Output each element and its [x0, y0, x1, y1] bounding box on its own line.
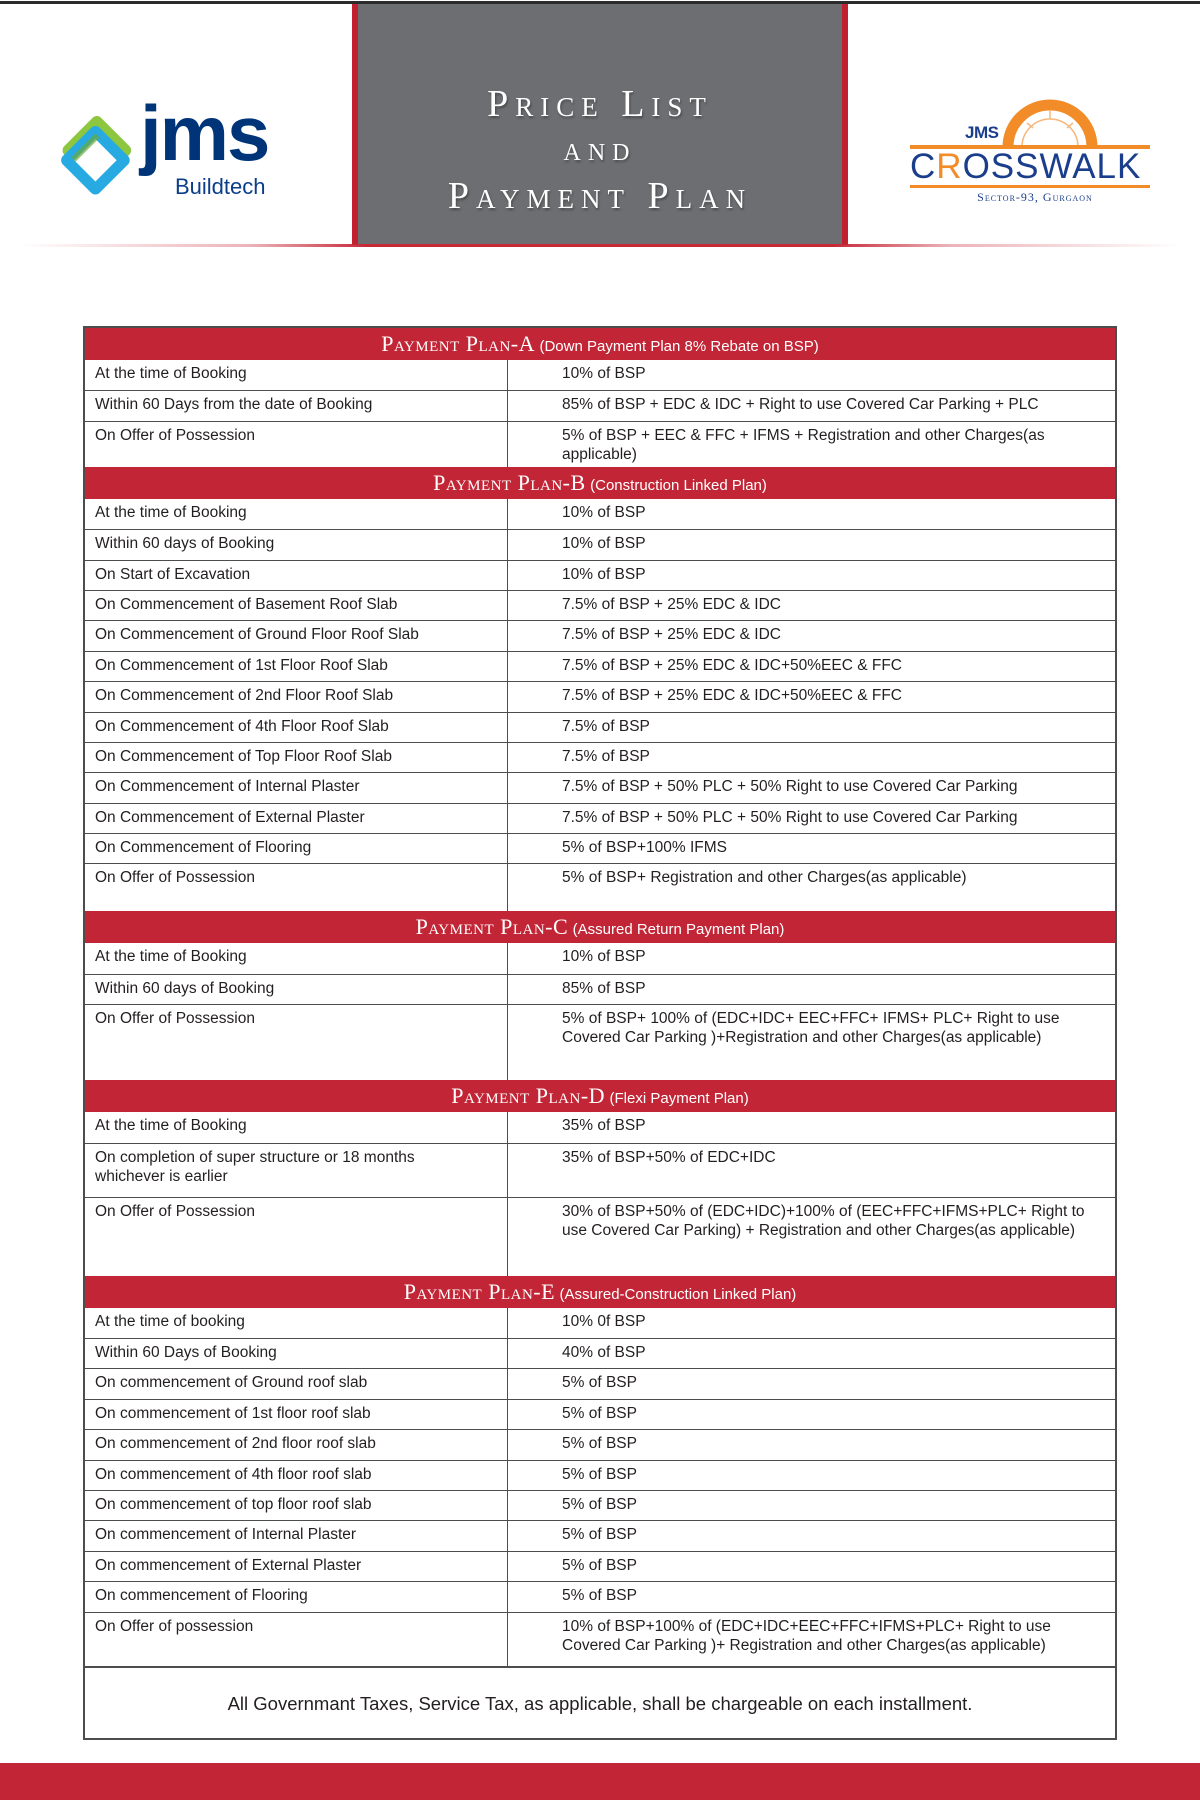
- payment-cell: 5% of BSP+ 100% of (EDC+IDC+ EEC+FFC+ IFMS+ PLC+ Right to use Covered Car Parking )+Registration and other Charges(as applicable): [562, 1010, 1060, 1047]
- table-row: [85, 1429, 1115, 1459]
- tax-note: All Governmant Taxes, Service Tax, as applicable, shall be chargeable on each installment.: [85, 1666, 1115, 1738]
- payment-cell: 35% of BSP+50% of EDC+IDC: [562, 1148, 776, 1166]
- table-row: [85, 1490, 1115, 1520]
- table-row: [85, 1338, 1115, 1368]
- stage-cell: On completion of super structure or 18 months whichever is earlier: [85, 1144, 508, 1197]
- plan-title: Payment Plan-A: [381, 331, 536, 356]
- jms-wordmark: jms: [140, 89, 269, 177]
- title-banner: [352, 4, 848, 245]
- payment-cell: 5% of BSP+100% IFMS: [562, 839, 727, 857]
- payment-cell: 7.5% of BSP: [562, 747, 650, 765]
- table-row: [85, 1460, 1115, 1490]
- payment-cell: 5% of BSP: [562, 1556, 637, 1574]
- payment-cell: 7.5% of BSP + 25% EDC & IDC+50%EEC & FFC: [562, 687, 902, 705]
- payment-cell: 5% of BSP + EEC & FFC + IFMS + Registration and other Charges(as applicable): [562, 426, 1045, 463]
- jms-diamond-icon: [52, 114, 136, 198]
- table-row: [85, 1308, 1115, 1338]
- table-row: [85, 1143, 1115, 1197]
- stage-cell: Within 60 days of Booking: [85, 530, 508, 559]
- plan-subtitle: (Flexi Payment Plan): [609, 1090, 749, 1108]
- plan-subtitle: (Construction Linked Plan): [590, 476, 767, 494]
- stage-cell: On Commencement of External Plaster: [85, 804, 508, 833]
- plan-subtitle: (Down Payment Plan 8% Rebate on BSP): [539, 338, 819, 355]
- table-row: [85, 742, 1115, 772]
- page-header: [0, 0, 1200, 248]
- plan-title: Payment Plan-E: [403, 1278, 556, 1304]
- payment-plan-table: [83, 326, 1117, 1740]
- table-row: [85, 681, 1115, 711]
- payment-cell: 5% of BSP: [562, 1587, 637, 1605]
- plan-b-header: [85, 467, 1115, 499]
- payment-cell: 10% of BSP: [562, 948, 646, 966]
- table-row: [85, 390, 1115, 420]
- stage-cell: On Offer of possession: [85, 1613, 508, 1666]
- table-row: [85, 360, 1115, 390]
- jms-buildtech-logo: [52, 89, 282, 208]
- stage-cell: At the time of Booking: [85, 499, 508, 529]
- payment-cell: 5% of BSP: [562, 1526, 637, 1544]
- payment-cell: 5% of BSP: [562, 1435, 637, 1453]
- payment-cell: 7.5% of BSP + 50% PLC + 50% Right to use Covered Car Parking: [562, 808, 1018, 826]
- table-row: [85, 803, 1115, 833]
- table-row: [85, 1612, 1115, 1666]
- payment-cell: 5% of BSP: [562, 1465, 637, 1483]
- payment-cell: 5% of BSP: [562, 1404, 637, 1422]
- plan-c-header: [85, 911, 1115, 943]
- table-row: [85, 560, 1115, 590]
- title-line-1: Price List: [487, 83, 713, 125]
- title-line-2: and: [563, 131, 637, 168]
- stage-cell: On commencement of Ground roof slab: [85, 1369, 508, 1398]
- payment-cell: 10% 0f BSP: [562, 1312, 646, 1330]
- table-row: [85, 974, 1115, 1004]
- payment-cell: 10% of BSP: [562, 503, 646, 521]
- table-row: [85, 651, 1115, 681]
- stage-cell: On Commencement of 1st Floor Roof Slab: [85, 652, 508, 681]
- table-row: [85, 421, 1115, 467]
- stage-cell: On Offer of Possession: [85, 422, 508, 467]
- stage-cell: On Commencement of Flooring: [85, 834, 508, 863]
- stage-cell: On Commencement of Top Floor Roof Slab: [85, 743, 508, 772]
- plan-subtitle: (Assured Return Payment Plan): [572, 921, 785, 939]
- table-row: [85, 772, 1115, 802]
- table-row: [85, 1520, 1115, 1550]
- stage-cell: On Commencement of Internal Plaster: [85, 773, 508, 802]
- payment-cell: 7.5% of BSP: [562, 717, 650, 735]
- stage-cell: On Start of Excavation: [85, 561, 508, 590]
- plan-title: Payment Plan-C: [415, 914, 569, 940]
- stage-cell: On Offer of Possession: [85, 864, 508, 911]
- table-row: [85, 712, 1115, 742]
- payment-cell: 7.5% of BSP + 25% EDC & IDC: [562, 626, 781, 644]
- plan-d-header: [85, 1080, 1115, 1112]
- payment-cell: 10% of BSP: [562, 565, 646, 583]
- stage-cell: On Offer of Possession: [85, 1005, 508, 1080]
- table-row: [85, 1551, 1115, 1581]
- plan-title: Payment Plan-B: [433, 469, 586, 495]
- crosswalk-wordmark: [910, 147, 1141, 187]
- stage-cell: At the time of Booking: [85, 943, 508, 973]
- crosswalk-location: Sector-93, Gurgaon: [977, 190, 1093, 204]
- table-row: [85, 620, 1115, 650]
- payment-cell: 5% of BSP: [562, 1374, 637, 1392]
- payment-cell: 7.5% of BSP + 50% PLC + 50% Right to use Covered Car Parking: [562, 778, 1018, 796]
- payment-cell: 85% of BSP: [562, 979, 646, 997]
- stage-cell: On Commencement of Ground Floor Roof Slab: [85, 621, 508, 650]
- crosswalk-jms-text: JMS: [965, 123, 999, 142]
- table-row: [85, 1368, 1115, 1398]
- stage-cell: At the time of Booking: [85, 1112, 508, 1142]
- payment-cell: 7.5% of BSP + 25% EDC & IDC+50%EEC & FFC: [562, 656, 902, 674]
- table-row: [85, 499, 1115, 529]
- plan-title: Payment Plan-D: [451, 1083, 606, 1109]
- stage-cell: On commencement of 2nd floor roof slab: [85, 1430, 508, 1459]
- table-row: [85, 1399, 1115, 1429]
- wordmark-r: R: [936, 147, 963, 186]
- payment-cell: 30% of BSP+50% of (EDC+IDC)+100% of (EEC+FFC+IFMS+PLC+ Right to use Covered Car Parking) + Registration and other Charges(as applicable): [562, 1202, 1085, 1239]
- stage-cell: Within 60 Days from the date of Booking: [85, 391, 508, 420]
- plan-subtitle: (Assured-Construction Linked Plan): [559, 1285, 797, 1303]
- table-row: [85, 943, 1115, 973]
- table-row: [85, 1581, 1115, 1611]
- payment-cell: 10% of BSP: [562, 365, 646, 382]
- stage-cell: On commencement of top floor roof slab: [85, 1491, 508, 1520]
- stage-cell: On Commencement of 4th Floor Roof Slab: [85, 713, 508, 742]
- wordmark-c: C: [910, 147, 937, 186]
- stage-cell: On commencement of External Plaster: [85, 1552, 508, 1581]
- payment-cell: 40% of BSP: [562, 1344, 646, 1362]
- table-row: [85, 1004, 1115, 1080]
- stage-cell: On commencement of Internal Plaster: [85, 1521, 508, 1550]
- table-row: [85, 863, 1115, 911]
- table-row: [85, 1197, 1115, 1276]
- footer-band: [0, 1763, 1200, 1800]
- buildtech-text: Buildtech: [175, 174, 266, 199]
- payment-cell: 10% of BSP: [562, 535, 646, 553]
- table-row: [85, 590, 1115, 620]
- stage-cell: Within 60 days of Booking: [85, 975, 508, 1004]
- stage-cell: Within 60 Days of Booking: [85, 1339, 508, 1368]
- payment-cell: 85% of BSP + EDC & IDC + Right to use Covered Car Parking + PLC: [562, 396, 1039, 414]
- title-line-3: Payment Plan: [447, 175, 753, 217]
- table-row: [85, 1112, 1115, 1142]
- stage-cell: On Offer of Possession: [85, 1198, 508, 1276]
- stage-cell: On commencement of 4th floor roof slab: [85, 1461, 508, 1490]
- payment-cell: 10% of BSP+100% of (EDC+IDC+EEC+FFC+IFMS+PLC+ Right to use Covered Car Parking )+ Registration and other Charges(as applicable): [562, 1617, 1051, 1654]
- table-row: [85, 833, 1115, 863]
- payment-cell: 5% of BSP: [562, 1495, 637, 1513]
- stage-cell: On commencement of 1st floor roof slab: [85, 1400, 508, 1429]
- stage-cell: At the time of booking: [85, 1308, 508, 1338]
- table-row: [85, 529, 1115, 559]
- payment-cell: 5% of BSP+ Registration and other Charges(as applicable): [562, 869, 967, 887]
- plan-a-header: [85, 328, 1115, 360]
- stage-cell: On Commencement of 2nd Floor Roof Slab: [85, 682, 508, 711]
- payment-cell: 7.5% of BSP + 25% EDC & IDC: [562, 595, 781, 613]
- crosswalk-logo: [905, 95, 1165, 210]
- stage-cell: At the time of Booking: [85, 360, 508, 390]
- stage-cell: On commencement of Flooring: [85, 1582, 508, 1611]
- header-divider: [20, 244, 1180, 247]
- wordmark-rest: OSSWALK: [962, 147, 1142, 186]
- payment-cell: 35% of BSP: [562, 1117, 646, 1135]
- stage-cell: On Commencement of Basement Roof Slab: [85, 591, 508, 620]
- plan-e-header: [85, 1276, 1115, 1308]
